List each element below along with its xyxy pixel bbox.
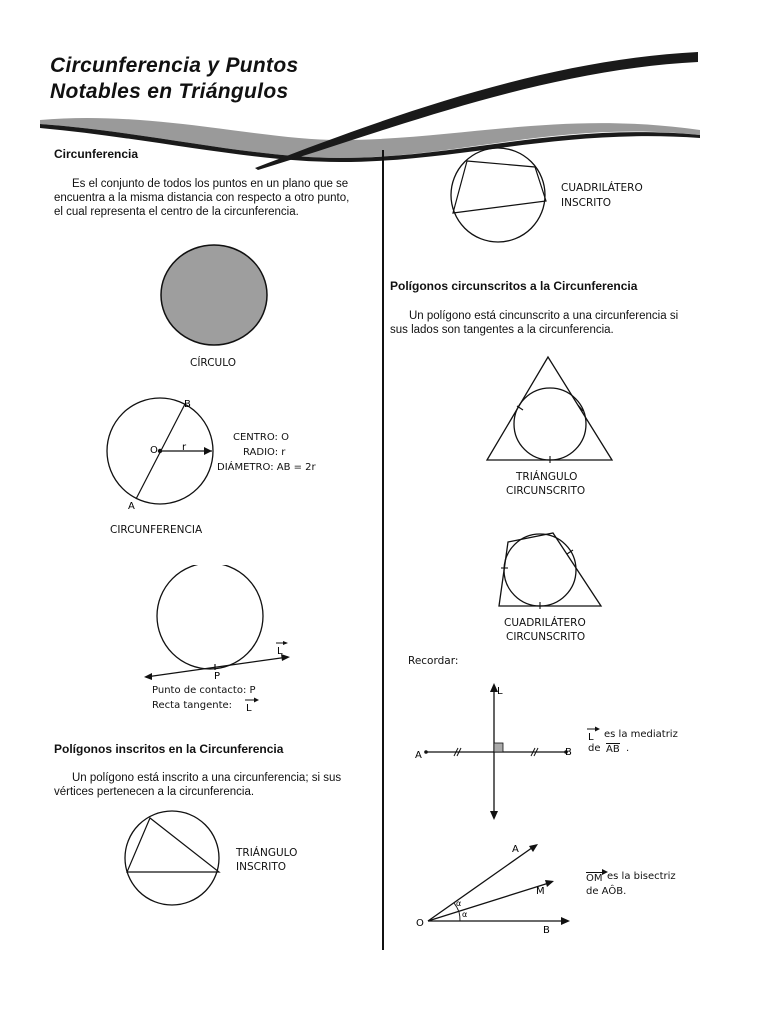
segment-ab-label: AB	[606, 744, 620, 755]
svg-text:L: L	[588, 732, 594, 743]
circunferencia-label: CIRCUNFERENCIA	[110, 524, 203, 536]
page-title-line1: Circunferencia y Puntos	[50, 54, 299, 77]
ray-om-label: OM	[586, 873, 603, 884]
radius-r-label: r	[182, 442, 187, 453]
section-heading-circunferencia: Circunferencia	[54, 147, 139, 161]
mediatriz-l-label: L	[497, 686, 503, 697]
centro-label: CENTRO: O	[233, 432, 289, 443]
diametro-label: DIÁMETRO: AB = 2r	[217, 462, 316, 473]
triangulo-inscrito-label-l2: INSCRITO	[236, 861, 287, 873]
triangulo-circunscrito-label-l2: CIRCUNSCRITO	[506, 485, 586, 497]
page-title-line2: Notables en Triángulos	[50, 80, 289, 103]
inscribed-triangle-diagram	[120, 810, 230, 910]
point-a-label: A	[128, 501, 135, 512]
bisectriz-text-line2: de AÔB.	[586, 886, 627, 897]
inscribed-quadrilateral-diagram	[445, 147, 555, 247]
bisectriz-a-label: A	[512, 844, 519, 855]
line-l-label: L	[277, 646, 283, 657]
bisectriz-o-label: O	[416, 918, 424, 929]
bisectriz-diagram	[410, 835, 580, 940]
point-b-label: B	[184, 399, 191, 410]
recordar-label: Recordar:	[408, 655, 459, 667]
cuadrilatero-circunscrito-label-l1: CUADRILÁTERO	[504, 617, 586, 629]
filled-circle-diagram	[155, 242, 275, 350]
alpha-upper-label: α	[456, 899, 462, 908]
triangulo-inscrito-label-l1: TRIÁNGULO	[236, 847, 298, 859]
section-heading-inscritos: Polígonos inscritos en la Circunferencia	[54, 742, 284, 756]
vector-l-symbol	[244, 696, 264, 714]
circunscritos-text-line1: Un polígono está cincunscrito a una circunferencia si	[409, 310, 679, 322]
mediatriz-text-line2-suffix: .	[626, 743, 630, 754]
mediatriz-text-line2-prefix: de	[588, 743, 601, 754]
cuadrilatero-inscrito-label-l1: CUADRILÁTERO	[561, 182, 643, 194]
section-heading-circunscritos: Polígonos circunscritos a la Circunferencia	[390, 279, 638, 293]
mediatriz-diagram	[410, 680, 580, 825]
point-o-label: O	[150, 445, 158, 456]
circunscritos-text-line2: sus lados son tangentes a la circunferencia.	[390, 324, 614, 336]
circumscribed-quadrilateral-diagram	[495, 530, 607, 610]
inscritos-text-line1: Un polígono está inscrito a una circunferencia; si sus	[72, 772, 342, 784]
triangulo-circunscrito-label-l1: TRIÁNGULO	[516, 471, 578, 483]
inscritos-text-line2: vértices pertenecen a la circunferencia.	[54, 786, 255, 798]
circulo-label: CÍRCULO	[190, 357, 236, 369]
circumscribed-triangle-diagram	[485, 352, 615, 464]
svg-text:L: L	[246, 703, 252, 714]
punto-contacto-label: Punto de contacto: P	[152, 685, 256, 696]
cuadrilatero-circunscrito-label-l2: CIRCUNSCRITO	[506, 631, 586, 643]
recta-tangente-label: Recta tangente:	[152, 700, 233, 711]
definition-text-line1: Es el conjunto de todos los puntos en un plano que se	[72, 178, 349, 190]
vector-l-symbol-mediatriz	[586, 726, 606, 744]
definition-text-line3: el cual representa el centro de la circunferencia.	[54, 206, 299, 218]
definition-text-line2: encuentra a la misma distancia con respecto a otro punto,	[54, 192, 350, 204]
column-divider	[382, 150, 384, 950]
cuadrilatero-inscrito-label-l2: INSCRITO	[561, 197, 612, 209]
radio-label: RADIO: r	[243, 447, 286, 458]
bisectriz-b-label: B	[543, 925, 550, 936]
point-p-label: P	[214, 671, 221, 682]
bisectriz-text-line1: es la bisectriz	[607, 871, 676, 882]
mediatriz-text-line1: es la mediatriz	[604, 729, 678, 740]
tangent-line-diagram	[140, 565, 300, 685]
bisectriz-m-label: M	[536, 886, 545, 897]
alpha-lower-label: α	[462, 910, 468, 919]
mediatriz-a-label: A	[415, 750, 422, 761]
mediatriz-b-label: B	[565, 747, 572, 758]
circumference-diagram	[100, 395, 340, 515]
